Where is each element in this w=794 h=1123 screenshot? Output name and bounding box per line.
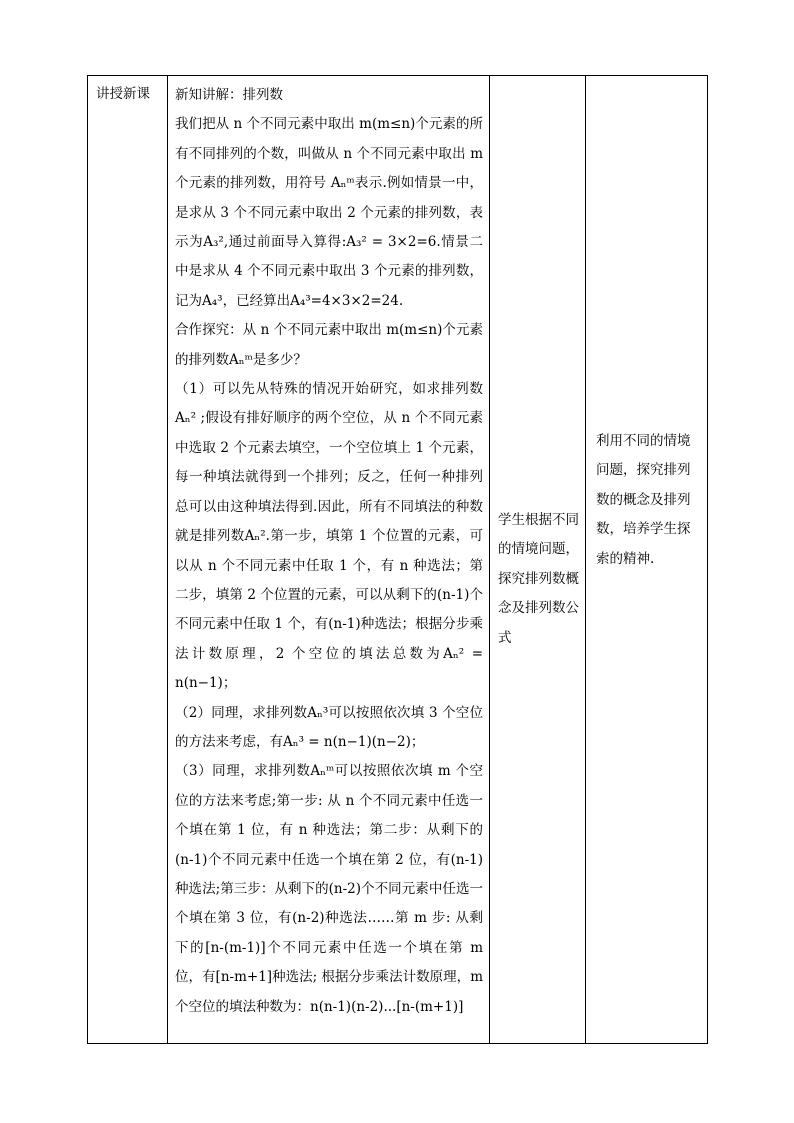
design-intent-cell xyxy=(586,76,708,1044)
stage-cell xyxy=(88,76,168,1044)
table-row xyxy=(88,76,708,1044)
section-heading: 新知讲解：排列数 xyxy=(175,87,283,103)
student-activity-cell xyxy=(490,76,586,1044)
student-activity-text: 学生根据不同的情境问题，探究排列数概念及排列数公式 xyxy=(498,511,579,646)
case-3-paragraph: （3）同理，求排列数Aₙᵐ可以按照依次填 m 个空位的方法来考虑;第一步: 从 n 个不同元素中任选一个填在第 1 位，有 n 种选法；第二步：从剩下的(n-1)个不同元素中任选一个填在第 2 位，有(n-1)种选法;第三步：从剩下的(n-2)个不同元素中任选一个填在第 3 位，有(n-2)种选法……第 m 步: 从剩下的[n-(m-1)]个不同元素中任选一个填在第 m 位，有[n-m+1]种选法; 根据分步乘法计数原理，m 个空位的填法种数为：n(n-1)(n-2)...[n-(m+1)] xyxy=(175,763,483,1015)
teaching-content-cell xyxy=(168,76,490,1044)
lesson-plan-table xyxy=(87,75,708,1044)
design-intent-text: 利用不同的情境问题，探究排列数的概念及排列数，培养学生探索的精神. xyxy=(596,432,691,567)
case-2-paragraph: （2）同理，求排列数Aₙ³可以按照依次填 3 个空位的方法来考虑，有Aₙ³ = n(n−1)(n−2)； xyxy=(175,704,483,750)
case-1-paragraph: （1）可以先从特殊的情况开始研究，如求排列数Aₙ² ;假设有排好顺序的两个空位，从 n 个不同元素中选取 2 个元素去填空，一个空位填上 1 个元素，每一种填法就得到一个排列；反之，任何一种排列总可以由这种填法得到.因此，所有不同填法的种数就是排列数Aₙ².第一步，填第 1 个位置的元素，可以从 n 个不同元素中任取 1 个，有 n 种选法；第二步，填第 2 个位置的元素，可以从剩下的(n-1)个不同元素中任取 1 个，有(n-1)种选法；根据分步乘法计数原理，2 个空位的填法总数为Aₙ² = n(n−1)； xyxy=(175,381,483,692)
inquiry-question: 合作探究：从 n 个不同元素中取出 m(m≤n)个元素的排列数Aₙᵐ是多少？ xyxy=(175,322,483,368)
definition-paragraph: 我们把从 n 个不同元素中取出 m(m≤n)个元素的所有不同排列的个数，叫做从 n 个不同元素中取出 m 个元素的排列数，用符号 Aₙᵐ表示.例如情景一中，是求从 3 个不同元素中取出 2 个元素的排列数，表示为A₃²,通过前面导入算得:A₃² = 3×2=6.情景二中是求从 4 个不同元素中取出 3 个元素的排列数，记为A₄³，已经算出A₄³=4×3×2=24. xyxy=(175,116,483,309)
stage-label: 讲授新课 xyxy=(96,86,150,102)
